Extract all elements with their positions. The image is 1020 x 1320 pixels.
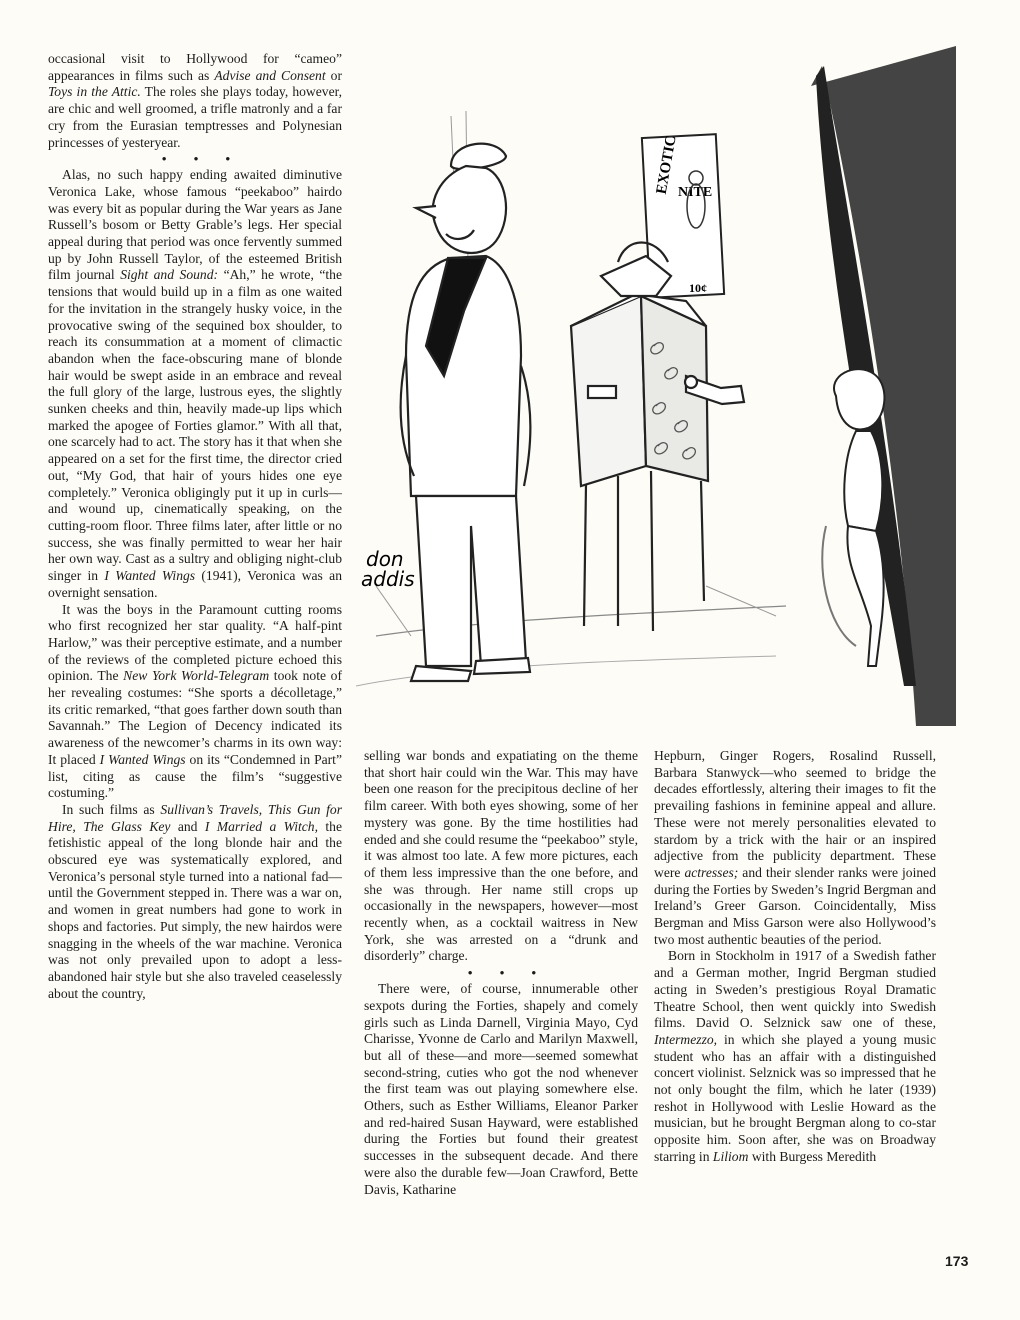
paragraph: In such films as Sullivan’s Travels, This Gun for Hire, The Glass Key and I Married a Witch, the fetishistic appeal of the long blonde hair and the obscured eye was systematically explored, and Veronica’s personal style turned into a national fad—until the Government stepped in. There was a war on, and women in great numbers had gone to work in shops and factories. Put simply, the new hairdos were snagging in the wheels of the war machine. Veronica was not only prevailed upon to adopt a less-abandoned hair style but she also traveled ceaselessly about the country, <box>48 801 343 1001</box>
section-separator: • • • <box>161 151 243 167</box>
paragraph: Hepburn, Ginger Rogers, Rosalind Russell, Barbara Stanwyck—who seemed to bridge the decades effortlessly, altering their images to fit the prevailing fashions in feminine appeal and allure. These were not merely personalities elevated to stardom by a trick with the hair or an inspired adjective from the publicity department. These were actresses; and their slender ranks were joined during the Forties by Sweden’s Ingrid Bergman and Ireland’s Greer Garson. Coincidentally, Miss Bergman and Miss Garson were also Hollywood’s two most authentic beauties of the period. <box>654 748 936 947</box>
paragraph: occasional visit to Hollywood for “cameo” appearances in films such as Advise and Consent or Toys in the Attic. The roles she plays today, however, are chic and well groomed, a trifle matronly and a far cry from the Eurasian temptresses and Polynesian princesses of yesteryear. <box>48 51 342 150</box>
cartoon-illustration <box>356 26 956 726</box>
article-column-right <box>654 748 936 1166</box>
svg-text:addis: addis <box>361 567 415 591</box>
paragraph: Born in Stockholm in 1917 of a Swedish father and a German mother, Ingrid Bergman studied acting in Sweden’s prestigious Royal Dramatic Theatre School, then went quickly into Swedish films. David O. Selznick saw one of these, Intermezzo, in which she played a young music student who has an affair with a distinguished concert violinist. Selznick was so impressed that he not only bought the film, which he later (1939) reshot in Hollywood with Leslie Howard as the musician, but he brought Bergman along to co-star opposite him. Soon after, she was on Broadway starring in Liliom with Burgess Meredith <box>654 948 936 1164</box>
paragraph: There were, of course, innumerable other sexpots during the Forties, shapely and comely girls such as Linda Darnell, Virginia Mayo, Cyd Charisse, Yvonne de Carlo and Marilyn Maxwell, but all of these—and more—seemed somewhat second-string, cuties who got the nod whenever the first team was out playing somewhere else. Others, such as Esther Williams, Eleanor Parker and red-haired Susan Hayward, were established during the Forties but found their greatest successes in the subsequent decade. And there were also the durable few—Joan Crawford, Bette Davis, Katharine <box>364 981 638 1197</box>
artist-signature <box>361 547 415 591</box>
svg-text:don: don <box>366 547 404 571</box>
section-separator: • • • <box>467 965 549 981</box>
svg-text:EXOTIC: EXOTIC <box>653 134 680 196</box>
article-column-middle <box>364 748 638 1198</box>
svg-text:10¢: 10¢ <box>689 281 707 295</box>
woman-figure <box>822 369 884 666</box>
page-number: 173 <box>945 1253 969 1269</box>
peep-show-machine <box>571 243 744 632</box>
paragraph: It was the boys in the Paramount cutting rooms who first recognized her star quality. “A half-pint Harlow,” was their perceptive estimate, and a number of the reviews of the completed picture echoed this opinion. The New York World-Telegram took note of her revealing costumes: “She sports a décolletage,” its critic remarked, “that goes farther down south than Savannah.” The Legion of Decency indicated its awareness of the newcomer’s charms in its own way: It placed I Wanted Wings on its “Condemned in Part” list, citing as cause the film’s “suggestive costuming.” <box>48 601 342 801</box>
article-column-left <box>48 51 342 1002</box>
paragraph: selling war bonds and expatiating on the theme that short hair could win the War. This may have been one reason for the precipitous decline of her film career. With both eyes showing, some of her mystery was gone. By the time hostilities had ended and she could resume the “peekaboo” style, it was almost too late. A few more pictures, each of them less impressive than the one before, and she was through. Her name still crops up occasionally in the newspapers, however—most recently when, as a cocktail waitress in New York, she was arrested on a “drunk and disorderly” charge. <box>364 748 638 964</box>
sailor-figure <box>401 144 531 681</box>
paragraph: Alas, no such happy ending awaited diminutive Veronica Lake, whose famous “peekaboo” hairdo was every bit as popular during the War years as Jane Russell’s bosom or Betty Grable’s legs. Her special appeal during that period was once fervently summed up by John Russell Taylor, of the esteemed British film journal Sight and Sound: “Ah,” he wrote, “the tensions that would build up in a film as one waited for the invitation in the strangely husky voice, in the provocative swing of the sequined box shoulder, to reach its consummation at a moment of climactic abandon when the face-obscuring mane of blonde hair would be swept aside in an embrace and reveal the full glory of the large, lustrous eyes, the slightly sunken cheeks and thin, heavily made-up lips which marked the apogee of Forties glamor.” With all that, one scarcely had to act. The story has it that when she appeared on a set for the first time, the director cried out, “My God, that hair of yours hides one eye completely.” Veronica obligingly put it up in curls—and wound up, cinematically speaking, on the cutting-room floor. Three films later, after little or no success, she was finally permitted to wear her hair her own way. Cast as a sultry and obliging night-club singer in I Wanted Wings (1941), Veronica was an overnight sensation. <box>48 167 342 600</box>
svg-text:NITE: NITE <box>678 185 713 200</box>
